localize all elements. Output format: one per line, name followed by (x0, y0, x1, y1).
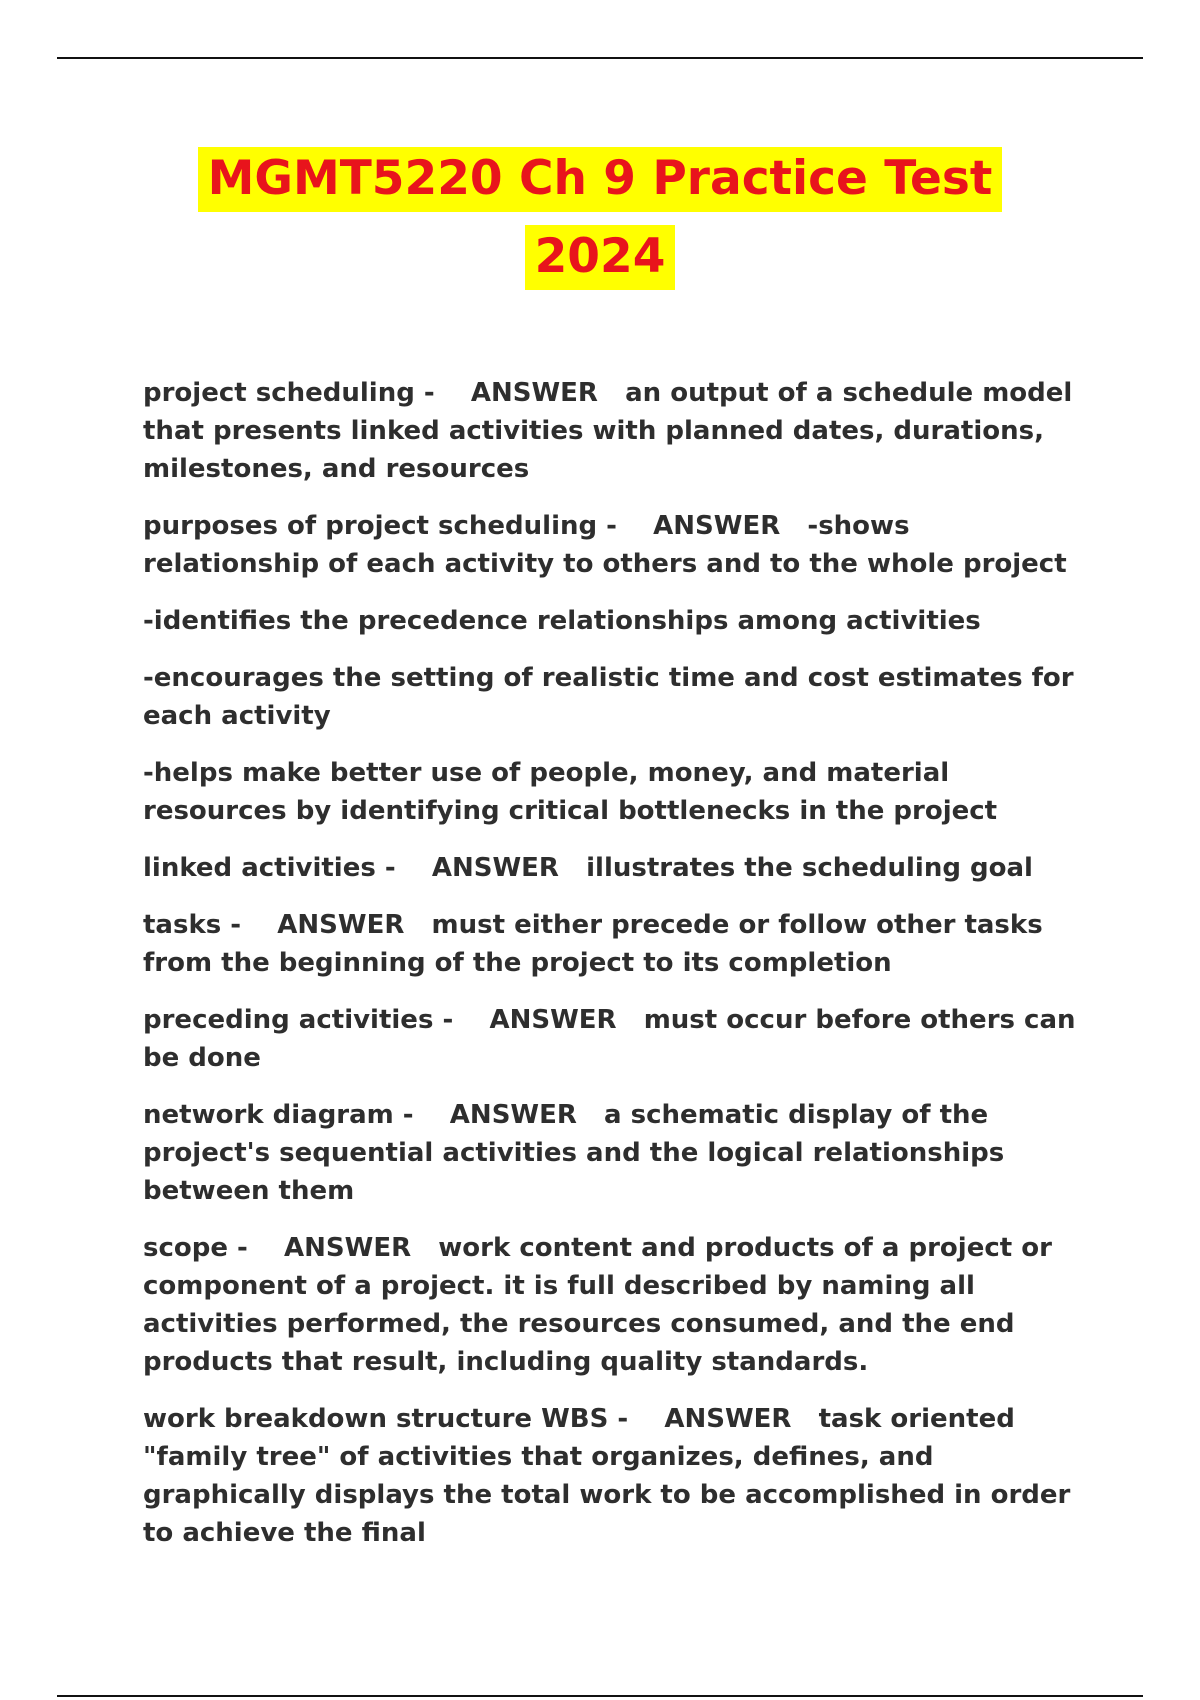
answer-label: ANSWER (462, 1005, 644, 1035)
title-line-2: 2024 (0, 218, 1200, 296)
entry-term: project scheduling - (143, 378, 444, 408)
entry-definition: an output of a schedule model that presents linked activities with planned dates, durations, milestones, and resources (143, 378, 1082, 484)
entry-term: work breakdown structure WBS - (143, 1404, 638, 1434)
document-body (143, 374, 1083, 1571)
entry-definition: -shows relationship of each activity to others and to the whole project (143, 511, 1067, 579)
entry-network-diagram (143, 1096, 1083, 1210)
answer-label: ANSWER (626, 511, 808, 541)
entry-linked-activities (143, 849, 1083, 887)
entry-project-scheduling (143, 374, 1083, 488)
answer-label: ANSWER (422, 1100, 605, 1130)
entry-purposes-of-project-scheduling (143, 507, 1083, 583)
document-title (0, 140, 1200, 296)
entry-definition: work content and products of a project or component of a project. it is full described by naming all activities performed, the resources consumed, and the end products that result, including quality standards. (143, 1233, 1061, 1377)
entry-scope (143, 1229, 1083, 1381)
entry-work-breakdown-structure (143, 1400, 1083, 1552)
purpose-line: -encourages the setting of realistic time and cost estimates for each activity (143, 663, 1074, 731)
answer-label: ANSWER (443, 378, 626, 408)
entry-definition: task oriented "family tree" of activities that organizes, defines, and graphically displays the total work to be accomplished in order to achieve the final (143, 1404, 1080, 1548)
answer-label: ANSWER (404, 853, 587, 883)
entry-tasks (143, 906, 1083, 982)
entry-term: tasks - (143, 910, 251, 940)
answer-label: ANSWER (637, 1404, 819, 1434)
entry-definition: must either precede or follow other tasks from the beginning of the project to its completion (143, 910, 1052, 978)
entry-term: scope - (143, 1233, 257, 1263)
answer-label: ANSWER (250, 910, 432, 940)
entry-definition: illustrates the scheduling goal (586, 853, 1033, 883)
bottom-rule (57, 1695, 1143, 1697)
entry-term: network diagram - (143, 1100, 423, 1130)
entry-definition: a schematic display of the project's sequential activities and the logical relationships between them (143, 1100, 1014, 1206)
top-rule (57, 57, 1143, 59)
entry-term: linked activities - (143, 853, 405, 883)
entry-definition: must occur before others can be done (143, 1005, 1085, 1073)
answer-label: ANSWER (256, 1233, 439, 1263)
purpose-line: -identifies the precedence relationships among activities (143, 606, 981, 636)
purpose-line: -helps make better use of people, money, and material resources by identifying critical bottlenecks in the project (143, 758, 998, 826)
entry-preceding-activities (143, 1001, 1083, 1077)
entry-term: purposes of project scheduling - (143, 511, 627, 541)
entry-term: preceding activities - (143, 1005, 463, 1035)
title-line-1: MGMT5220 Ch 9 Practice Test (0, 140, 1200, 218)
